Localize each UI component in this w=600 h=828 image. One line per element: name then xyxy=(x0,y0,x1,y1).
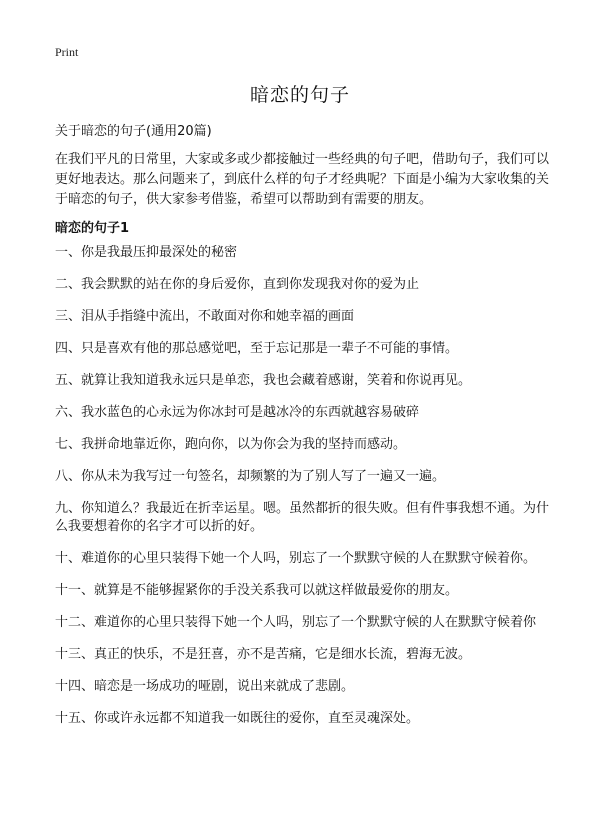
list-item: 九、你知道么？我最近在折幸运星。嗯。虽然都折的很失败。但有件事我想不通。为什么我要想着你的名字才可以折的好。 xyxy=(55,501,550,534)
subtitle: 关于暗恋的句子(通用20篇) xyxy=(55,124,212,139)
list-item: 十、难道你的心里只装得下她一个人吗，别忘了一个默默守候的人在默默守候着你。 xyxy=(55,551,537,566)
list-item: 十一、就算是不能够握紧你的手没关系我可以就这样做最爱你的朋友。 xyxy=(55,583,459,598)
list-item: 七、我拼命地靠近你，跑向你，以为你会为我的坚持而感动。 xyxy=(55,437,407,452)
list-item: 一、你是我最压抑最深处的秘密 xyxy=(55,245,238,260)
list-item: 六、我水蓝色的心永远为你冰封可是越冰冷的东西就越容易破碎 xyxy=(55,405,420,420)
list-item: 十五、你或许永远都不知道我一如既往的爱你，直至灵魂深处。 xyxy=(55,711,420,726)
section-heading: 暗恋的句子1 xyxy=(55,221,130,236)
intro-paragraph: 在我们平凡的日常里，大家或多或少都接触过一些经典的句子吧，借助句子，我们可以更好地表达。那么问题来了，到底什么样的句子才经典呢？下面是小编为大家收集的关于暗恋的句子，供大家参考借鉴，希望可以帮助到有需要的朋友。 xyxy=(55,152,550,207)
sentence-list xyxy=(55,244,555,742)
list-item: 十三、真正的快乐，不是狂喜，亦不是苦痛，它是细水长流，碧海无波。 xyxy=(55,647,472,662)
list-item: 十四、暗恋是一场成功的哑剧，说出来就成了悲剧。 xyxy=(55,679,355,694)
list-item: 三、泪从手指缝中流出，不敢面对你和她幸福的画面 xyxy=(55,309,355,324)
list-item: 四、只是喜欢有他的那总感觉吧，至于忘记那是一辈子不可能的事情。 xyxy=(55,341,459,356)
page-title: 暗恋的句子 xyxy=(249,84,350,106)
list-item: 八、你从未为我写过一句签名，却频繁的为了别人写了一遍又一遍。 xyxy=(55,469,446,484)
print-label: Print xyxy=(55,45,79,59)
list-item: 二、我会默默的站在你的身后爱你，直到你发现我对你的爱为止 xyxy=(55,277,420,292)
list-item: 五、就算让我知道我永远只是单恋，我也会藏着感谢，笑着和你说再见。 xyxy=(55,373,472,388)
list-item: 十二、难道你的心里只装得下她一个人吗，别忘了一个默默守候的人在默默守候着你 xyxy=(55,615,537,630)
